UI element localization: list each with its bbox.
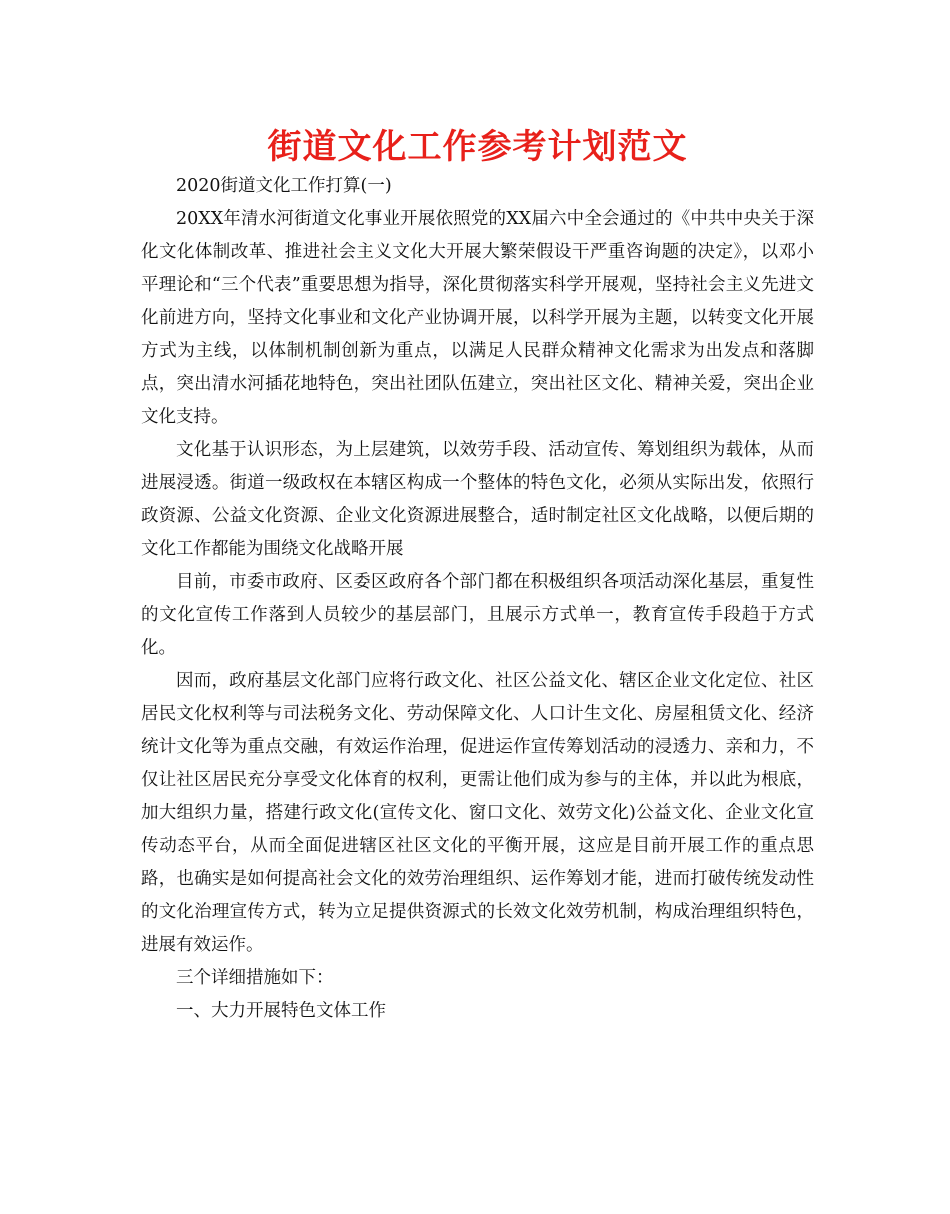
body-paragraph: 文化基于认识形态，为上层建筑，以效劳手段、活动宣传、筹划组织为载体，从而进展浸透。街道一级政权在本辖区构成一个整体的特色文化，必须从实际出发，依照行政资源、公益文化资源、企业文化资源进展整合，适时制定社区文化战略，以便后期的文化工作都能为围绕文化战略开展 <box>141 440 814 559</box>
subtitle-paragraph: 2020街道文化工作打算(一) <box>176 176 392 196</box>
section-heading: 一、大力开展特色文体工作 <box>176 1001 386 1021</box>
body-paragraph: 因而，政府基层文化部门应将行政文化、社区公益文化、辖区企业文化定位、社区居民文化权利等与司法税务文化、劳动保障文化、人口计生文化、房屋租赁文化、经济统计文化等为重点交融，有效运作治理，促进运作宣传筹划活动的浸透力、亲和力，不仅让社区居民充分享受文化体育的权利，更需让他们成为参与的主体，并以此为根底，加大组织力量，搭建行政文化(宣传文化、窗口文化、效劳文化)公益文化、企业文化宣传动态平台，从而全面促进辖区社区文化的平衡开展，这应是目前开展工作的重点思路，也确实是如何提高社会文化的效劳治理组织、运作筹划才能，进而打破传统发动性的文化治理宣传方式，转为立足提供资源式的长效文化效劳机制，构成治理组织特色，进展有效运作。 <box>141 671 814 955</box>
body-paragraph: 三个详细措施如下： <box>176 968 334 988</box>
body-paragraph: 目前，市委市政府、区委区政府各个部门都在积极组织各项活动深化基层，重复性的文化宣传工作落到人员较少的基层部门，且展示方式单一，教育宣传手段趋于方式化。 <box>141 572 814 658</box>
body-paragraph: 20XX年清水河街道文化事业开展依照党的XX届六中全会通过的《中共中央关于深化文化体制改革、推进社会主义文化大开展大繁荣假设干严重咨询题的决定》，以邓小平理论和“三个代表”重要思想为指导，深化贯彻落实科学开展观，坚持社会主义先进文化前进方向，坚持文化事业和文化产业协调开展，以科学开展为主题，以转变文化开展方式为主线，以体制机制创新为重点，以满足人民群众精神文化需求为出发点和落脚点，突出清水河插花地特色，突出社团队伍建立，突出社区文化、精神关爱，突出企业文化支持。 <box>141 209 814 427</box>
document-title: 街道文化工作参考计划范文 <box>267 127 688 167</box>
